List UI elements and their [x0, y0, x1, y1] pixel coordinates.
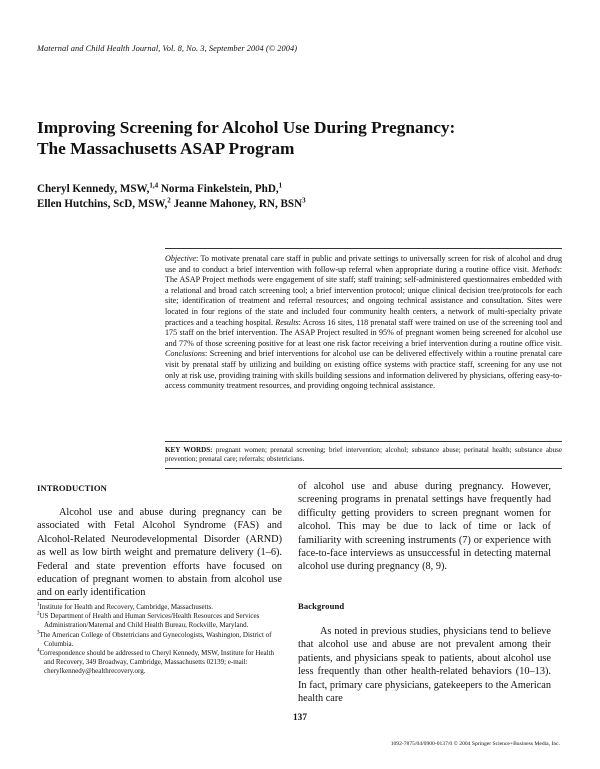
keywords [165, 446, 562, 465]
abstract [165, 254, 562, 392]
keywords-bottom-rule [165, 468, 562, 469]
footnote-rule [37, 599, 79, 600]
author-name: Cheryl Kennedy, MSW, [37, 183, 150, 195]
abstract-top-rule [165, 248, 562, 249]
title-line-2: The Massachusetts ASAP Program [37, 139, 295, 158]
paper-title [37, 117, 577, 159]
background-heading: Background [298, 601, 345, 611]
copyright-line: 1092-7875/04/0900-0137/0 © 2004 Springer Science+Business Media, Inc. [390, 741, 560, 747]
footnotes [37, 603, 282, 677]
keywords-label: KEY WORDS: [165, 446, 213, 454]
keywords-top-rule [165, 441, 562, 442]
abstract-objective-label: Objective [165, 254, 197, 263]
author-name: Norma Finkelstein, PhD, [160, 183, 279, 195]
footnote: $^4$Correspondence should be addressed to Cheryl Kennedy, MSW, Institute for Health and Recovery, 349 Broadway, Cambridge, Massachusetts 02139; e-mail: cherylkennedy@healthrecovery.org. [37, 648, 275, 676]
footnote: $^1$Institute for Health and Recovery, Cambridge, Massachusetts. [37, 602, 214, 611]
author-affiliation: 3 [302, 196, 306, 205]
introduction-paragraph: Alcohol use and abuse during pregnancy can be associated with Fetal Alcohol Syndrome (FAS) and Alcohol-Related Neurodevelopmental Disorder (ARND) as well as low birth weight and premature delivery (1–6). Federal and state prevention efforts have focused on education of pregnant women to abstain from alcohol use and on early identification [37, 507, 282, 599]
right-column-paragraph: of alcohol use and abuse during pregnancy. However, screening programs in prenatal settings have frequently had difficulty getting providers to screen pregnant women for alcohol. This may be due to lack of time or lack of familiarity with screening instruments (7) or experience with face-to-face interviews as unsuccessful in detecting maternal alcohol use during pregnancy (8, 9). [298, 481, 551, 573]
author-line-2 [37, 197, 577, 212]
background-paragraph: As noted in previous studies, physicians tend to believe that alcohol use and abuse are not prevalent among their patients, and physicians speak to patients, about alcohol use less frequently than other health-related behaviors (10–13). In fact, primary care physicians, gatekeepers to the American health care [298, 626, 551, 705]
abstract-methods-text: : The ASAP Project methods were engagement of site staff; staff training; self-administered questionnaires embedded with a relational and broad catch screening tool; a brief intervention protocol; unique clinical decision tree/protocols for each site; identification of treatment and referral resources; and ongoing technical assistance and consultation. Sites were located in four regions of the state and included four community health centers, a network of multi-specialty private practices and a teaching hospital. [165, 264, 562, 327]
author-affiliation: 1 [278, 181, 283, 190]
abstract-objective-text: : To motivate prenatal care staff in public and private settings to universally screen for risk of alcohol and drug use and to conduct a brief intervention with follow-up referral when appropriate during a routine office visit. [165, 254, 562, 274]
abstract-conclusions-text: : Screening and brief interventions for alcohol use can be delivered effectively within a routine prenatal care visit by prenatal staff by utilizing and building on existing office systems with practice staff, screening for any use not only at risk use, providing training with skills building sessions and information delivered by physicians, offering easy-to-access community treatment resources, and providing ongoing technical assistance. [165, 349, 562, 391]
author-affiliation: 2 [167, 196, 171, 205]
author-list [37, 182, 577, 212]
abstract-conclusions-label: Conclusions [165, 349, 206, 359]
title-line-1: Improving Screening for Alcohol Use During Pregnancy: [37, 118, 456, 137]
keywords-text: pregnant women; prenatal screening; brief intervention; alcohol; substance abuse; perinatal health; substance abuse prevention; prenatal care; referrals; obstetricians. [165, 446, 562, 464]
footnote: $^2$US Department of Health and Human Services/Health Resources and Services Administration/Maternal and Child Health Bureau, Rockville, Maryland. [37, 611, 260, 630]
author-affiliation: 1,4 [149, 181, 159, 190]
author-name: Ellen Hutchins, ScD, MSW, [37, 198, 168, 210]
author-line-1 [37, 182, 577, 197]
author-name: Jeanne Mahoney, RN, BSN [173, 198, 303, 210]
abstract-methods-label: Methods [531, 264, 560, 274]
abstract-results-label: Results [275, 317, 299, 327]
page-number: 137 [293, 713, 307, 723]
abstract-results-text: : Across 16 sites, 118 prenatal staff were trained on use of the screening tool and 175 staff on the brief intervention. The ASAP Project resulted in 95% of pregnant women being screened for alcohol use and 77% of those screening positive for at least one risk factor receiving a brief intervention during a routine office visit. [165, 317, 562, 348]
footnote: $^3$The American College of Obstetricians and Gynecologists, Washington, District of Columbia. [37, 630, 272, 648]
introduction-heading: INTRODUCTION [37, 483, 107, 493]
journal-citation: Maternal and Child Health Journal, Vol. 8, No. 3, September 2004 (© 2004) [37, 44, 298, 53]
